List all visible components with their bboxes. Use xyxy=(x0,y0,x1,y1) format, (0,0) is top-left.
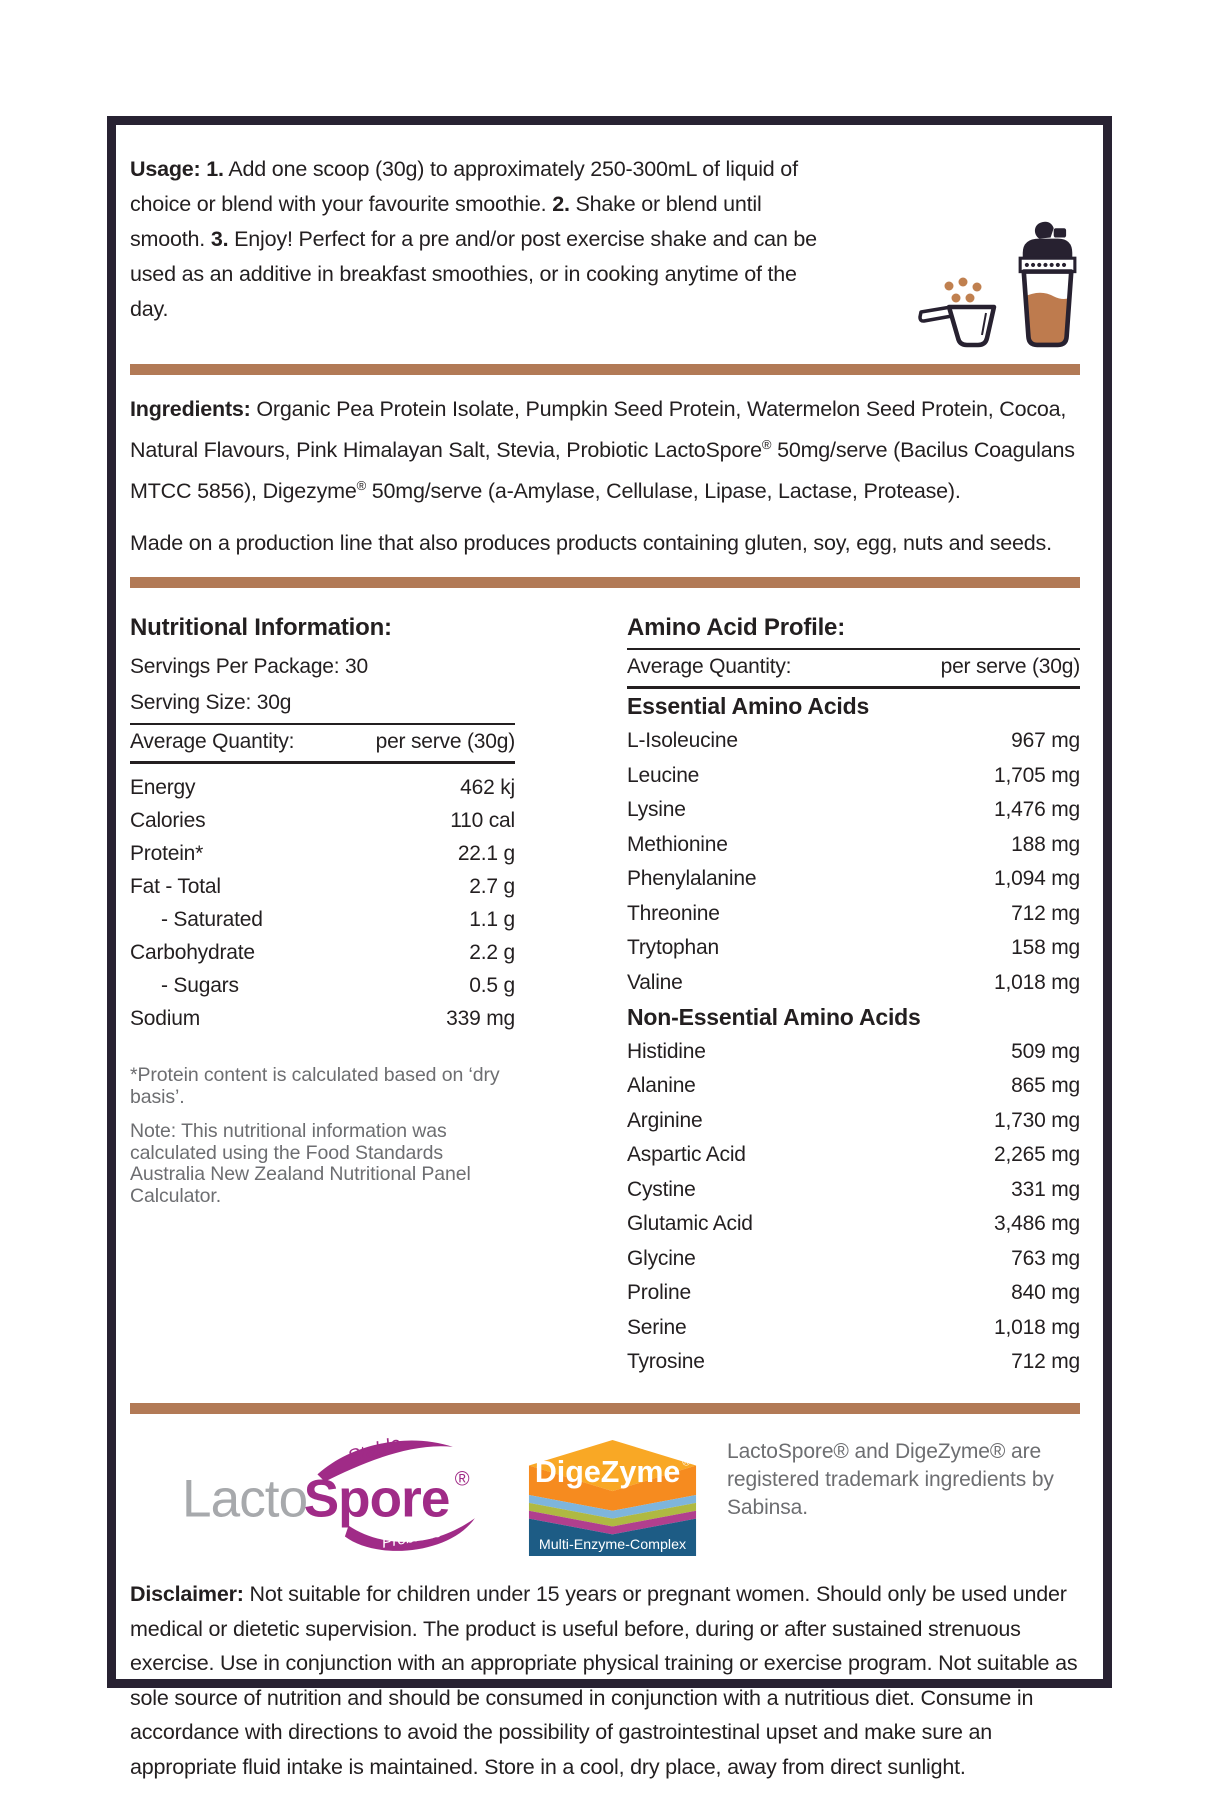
nutrition-footnote xyxy=(130,1065,522,1207)
row-value: 2.2 g xyxy=(469,940,515,964)
row-label: Alanine xyxy=(627,1074,696,1098)
lactospore-logo-spore: Spore xyxy=(303,1469,450,1529)
table-rule xyxy=(130,761,515,764)
table-row xyxy=(627,862,1080,897)
nutrition-rows xyxy=(130,771,515,1035)
scoop-icon xyxy=(918,276,1000,348)
column-value: per serve (30g) xyxy=(375,730,515,754)
serving-size: Serving Size: 30g xyxy=(130,691,292,715)
disclaimer-body: Not suitable for children under 15 years or pregnant women. Should only be used under medical or dietetic supervision. The product is useful before, during or after sustained strenuous exercise. Use in conjunction with an appropriate physical training or exercise program. Not suitable as sole source of nutrition and should be consumed in conjunction with a nutritious diet. Consume in accordance with directions to avoid the possibility of gastrointestinal upset and make sure an appropriate fluid intake is maintained. Store in a cool, dry place, away from direct sunlight. xyxy=(130,1582,1078,1779)
table-row xyxy=(627,1172,1080,1207)
row-label: Protein* xyxy=(130,841,204,865)
table-row xyxy=(627,965,1080,1000)
table-row xyxy=(627,1138,1080,1173)
column-gap xyxy=(515,613,627,1379)
table-row xyxy=(627,1276,1080,1311)
logos-section xyxy=(130,1432,1080,1564)
table-row xyxy=(627,793,1080,828)
table-row xyxy=(627,758,1080,793)
row-label: Serine xyxy=(627,1315,687,1339)
lactospore-logo xyxy=(182,1432,484,1556)
trademark-note: LactoSpore® and DigeZyme® are registered trademark ingredients by Sabinsa. xyxy=(727,1440,1054,1520)
lactospore-registered-mark: ® xyxy=(454,1468,470,1491)
lactospore-stable-text: Stable xyxy=(345,1433,404,1469)
row-label: Fat - Total xyxy=(130,874,221,898)
row-value: 712 mg xyxy=(1011,1350,1080,1374)
label-border-panel xyxy=(107,116,1112,1779)
nutrition-table-header xyxy=(130,725,515,761)
section-divider xyxy=(130,577,1080,588)
section-divider xyxy=(130,364,1080,375)
row-value: 763 mg xyxy=(1011,1246,1080,1270)
footnote-protein: *Protein content is calculated based on ‘dry basis’. xyxy=(130,1064,500,1108)
table-row xyxy=(627,1310,1080,1345)
table-row xyxy=(627,1345,1080,1380)
row-label: - Saturated xyxy=(161,907,263,931)
essential-amino-rows xyxy=(627,724,1080,1000)
allergen-statement: Made on a production line that also produces products containing gluten, soy, egg, nuts and seeds. xyxy=(130,530,1052,555)
row-value: 110 cal xyxy=(450,808,515,832)
disclaimer-label: Disclaimer: xyxy=(130,1582,244,1607)
row-value: 865 mg xyxy=(1011,1074,1080,1098)
ingredients-label: Ingredients: xyxy=(130,397,251,421)
usage-bold-2: 2. xyxy=(552,191,570,216)
usage-text-1: Add one scoop (30g) to approximately 250-300mL of liquid of choice or blend with your favourite smoothie. xyxy=(130,156,798,216)
ingredients-text xyxy=(130,391,1080,509)
row-value: 509 mg xyxy=(1011,1039,1080,1063)
section-divider xyxy=(130,1403,1080,1414)
row-value: 1,018 mg xyxy=(994,1315,1080,1339)
column-label: Average Quantity: xyxy=(627,655,792,679)
row-label: Histidine xyxy=(627,1039,706,1063)
ingredients-text-a: Organic Pea Protein Isolate, Pumpkin Seed Protein, Watermelon Seed Protein, Cocoa, Natural Flavours, Pink Himalayan Salt, Stevia, Probiotic LactoSpore xyxy=(130,397,1067,463)
row-label: L-Isoleucine xyxy=(627,729,738,753)
ingredients-text-b: 50mg/serve (Bacilus Coagulans MTCC 5856), Digezyme xyxy=(130,438,1075,504)
row-label: Valine xyxy=(627,970,683,994)
usage-text xyxy=(130,152,820,327)
table-row xyxy=(130,936,515,969)
row-label: Leucine xyxy=(627,763,700,787)
row-value: 331 mg xyxy=(1011,1177,1080,1201)
row-value: 1.1 g xyxy=(469,907,515,931)
row-value: 188 mg xyxy=(1011,832,1080,856)
table-row xyxy=(130,870,515,903)
row-label: Phenylalanine xyxy=(627,867,757,891)
row-label: Trytophan xyxy=(627,936,719,960)
row-label: Proline xyxy=(627,1281,691,1305)
non-essential-amino-header: Non-Essential Amino Acids xyxy=(627,1003,921,1030)
row-label: Arginine xyxy=(627,1108,703,1132)
row-label: Lysine xyxy=(627,798,686,822)
row-value: 967 mg xyxy=(1011,729,1080,753)
nutrition-panel xyxy=(130,613,515,1379)
table-row xyxy=(130,804,515,837)
table-row xyxy=(627,1207,1080,1242)
disclaimer-text xyxy=(130,1577,1080,1784)
table-row xyxy=(130,969,515,1002)
servings-per-package: Servings Per Package: 30 xyxy=(130,655,369,679)
row-label: Energy xyxy=(130,775,196,799)
table-row xyxy=(627,931,1080,966)
table-row xyxy=(627,1103,1080,1138)
row-label: Aspartic Acid xyxy=(627,1143,746,1167)
registered-mark: ® xyxy=(356,478,366,494)
row-value: 339 mg xyxy=(446,1006,515,1030)
digezyme-subtitle: Multi-Enzyme-Complex xyxy=(538,1537,687,1554)
lactospore-logo-lacto: Lacto xyxy=(182,1469,308,1529)
usage-bold-3: 3. xyxy=(210,226,229,251)
amino-panel xyxy=(627,613,1080,1379)
lactospore-probiotic-text: Probiotic xyxy=(380,1523,444,1553)
row-value: 1,705 mg xyxy=(994,763,1080,787)
table-row xyxy=(627,1241,1080,1276)
footnote-note: Note: This nutritional information was calculated using the Food Standards Australia New Zealand Nutritional Panel Calculator. xyxy=(130,1120,471,1207)
row-value: 2,265 mg xyxy=(994,1143,1080,1167)
table-row xyxy=(627,1069,1080,1104)
digezyme-registered-mark: ® xyxy=(682,1456,691,1469)
row-value: 0.5 g xyxy=(469,973,515,997)
table-row xyxy=(130,837,515,870)
usage-section xyxy=(130,130,1080,348)
usage-text-2: Shake or blend until smooth. xyxy=(130,191,762,251)
table-row xyxy=(130,771,515,804)
ingredients-text-c: 50mg/serve (a-Amylase, Cellulase, Lipase, Lactase, Protease). xyxy=(365,479,961,504)
amino-table-header xyxy=(627,650,1080,686)
row-label: Threonine xyxy=(627,901,720,925)
row-value: 1,476 mg xyxy=(994,798,1080,822)
row-value: 712 mg xyxy=(1011,901,1080,925)
table-row xyxy=(627,1034,1080,1069)
usage-bold-1: Usage: 1. xyxy=(130,156,224,181)
digezyme-logo xyxy=(527,1436,699,1556)
essential-amino-header: Essential Amino Acids xyxy=(627,693,870,720)
row-label: Sodium xyxy=(130,1006,201,1030)
non-essential-amino-rows xyxy=(627,1034,1080,1379)
row-value: 3,486 mg xyxy=(994,1212,1080,1236)
row-value: 22.1 g xyxy=(457,841,515,865)
column-label: Average Quantity: xyxy=(130,730,295,754)
row-label: Glycine xyxy=(627,1246,696,1270)
row-label: Glutamic Acid xyxy=(627,1212,753,1236)
row-label: Cystine xyxy=(627,1177,696,1201)
table-row xyxy=(627,724,1080,759)
row-label: Carbohydrate xyxy=(130,940,255,964)
table-row xyxy=(627,827,1080,862)
usage-text-3: Enjoy! Perfect for a pre and/or post exercise shake and can be used as an additive in breakfast smoothies, or in cooking anytime of the day. xyxy=(130,226,817,321)
shaker-icon xyxy=(1014,220,1080,348)
row-value: 1,730 mg xyxy=(994,1108,1080,1132)
digezyme-name: DigeZyme xyxy=(534,1455,681,1490)
row-label: Tyrosine xyxy=(627,1350,705,1374)
row-value: 840 mg xyxy=(1011,1281,1080,1305)
row-label: Calories xyxy=(130,808,206,832)
usage-icons xyxy=(918,130,1080,348)
nutrition-title: Nutritional Information: xyxy=(130,614,392,642)
row-value: 1,094 mg xyxy=(994,867,1080,891)
row-value: 462 kj xyxy=(460,775,515,799)
amino-title: Amino Acid Profile: xyxy=(627,614,845,642)
column-value: per serve (30g) xyxy=(940,655,1080,679)
row-value: 158 mg xyxy=(1011,936,1080,960)
table-row xyxy=(130,903,515,936)
table-row xyxy=(627,896,1080,931)
row-value: 1,018 mg xyxy=(994,970,1080,994)
table-row xyxy=(130,1002,515,1035)
row-value: 2.7 g xyxy=(469,874,515,898)
tables-section xyxy=(130,613,1080,1379)
row-label: Methionine xyxy=(627,832,728,856)
row-label: - Sugars xyxy=(161,973,239,997)
registered-mark: ® xyxy=(761,437,772,452)
